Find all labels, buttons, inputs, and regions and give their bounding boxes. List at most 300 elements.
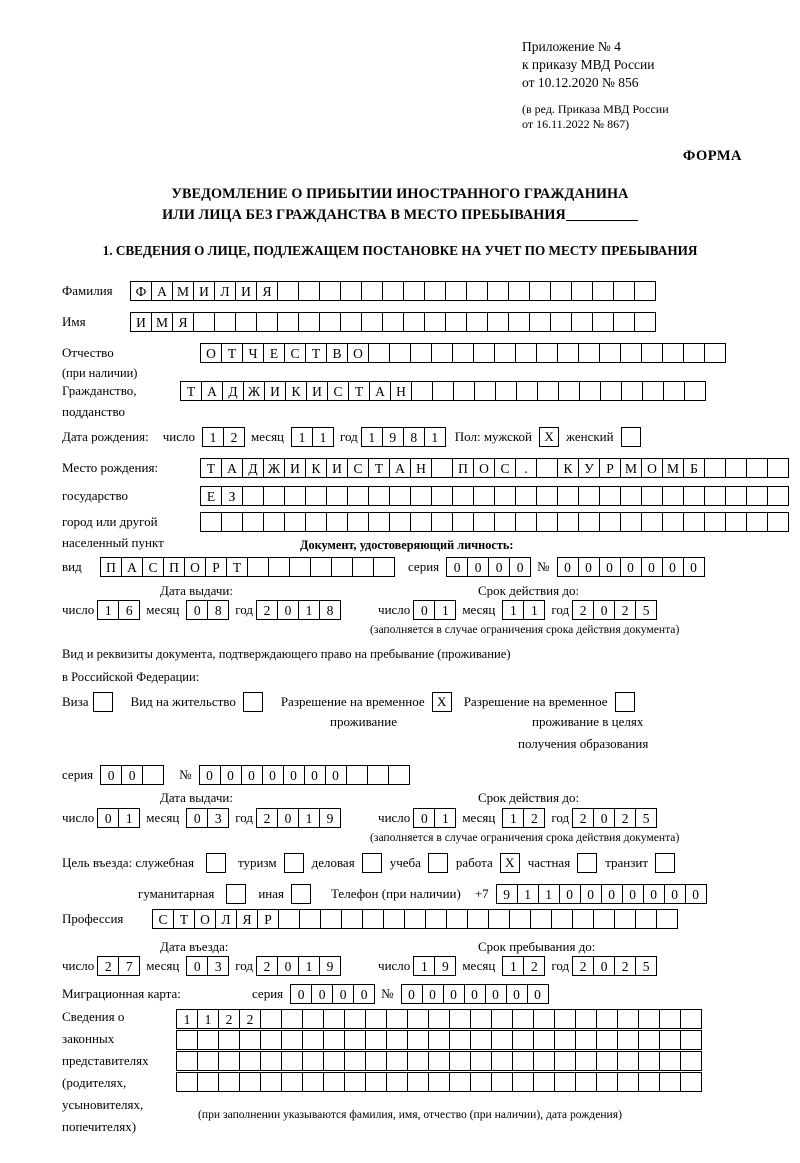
cell[interactable]	[575, 1051, 597, 1071]
cell[interactable]	[474, 381, 496, 401]
cell[interactable]	[299, 909, 321, 929]
cell[interactable]: 0	[664, 884, 686, 904]
cell[interactable]: 1	[298, 808, 320, 828]
cell[interactable]	[599, 486, 621, 506]
cell[interactable]: О	[473, 458, 495, 478]
cell[interactable]: 0	[401, 984, 423, 1004]
cell[interactable]: 2	[614, 956, 636, 976]
cell[interactable]	[641, 512, 663, 532]
cell[interactable]	[767, 486, 789, 506]
cell[interactable]: 0	[593, 956, 615, 976]
cell[interactable]	[449, 1072, 471, 1092]
cell[interactable]	[613, 312, 635, 332]
cell[interactable]	[428, 1009, 450, 1029]
cell[interactable]	[432, 381, 454, 401]
cell[interactable]	[445, 281, 467, 301]
cell[interactable]	[347, 512, 369, 532]
cell[interactable]	[683, 486, 705, 506]
stay-month-input[interactable]	[502, 956, 544, 976]
cell[interactable]	[466, 281, 488, 301]
cell[interactable]	[578, 486, 600, 506]
cell[interactable]: А	[221, 458, 243, 478]
cell[interactable]	[634, 312, 656, 332]
cell[interactable]	[302, 1072, 324, 1092]
cell[interactable]	[491, 1030, 513, 1050]
cell[interactable]: 0	[186, 600, 208, 620]
cell[interactable]	[403, 281, 425, 301]
cell[interactable]: И	[264, 381, 286, 401]
cell[interactable]: 1	[502, 600, 524, 620]
cell[interactable]	[617, 1009, 639, 1029]
phone-input[interactable]	[496, 884, 706, 904]
purpose-private-checkbox[interactable]	[577, 853, 597, 873]
cell[interactable]	[341, 909, 363, 929]
cell[interactable]: Т	[305, 343, 327, 363]
cell[interactable]	[530, 909, 552, 929]
cell[interactable]	[260, 1072, 282, 1092]
cell[interactable]	[277, 281, 299, 301]
cell[interactable]: Н	[390, 381, 412, 401]
cell[interactable]	[488, 909, 510, 929]
representatives-row-4-input[interactable]	[176, 1072, 701, 1092]
cell[interactable]: 1	[517, 884, 539, 904]
cell[interactable]	[725, 458, 747, 478]
cell[interactable]: И	[284, 458, 306, 478]
representatives-row-1-input[interactable]	[176, 1009, 701, 1029]
cell[interactable]: 0	[277, 956, 299, 976]
cell[interactable]	[340, 281, 362, 301]
cell[interactable]: 0	[593, 808, 615, 828]
cell[interactable]	[386, 1030, 408, 1050]
cell[interactable]: 1	[361, 427, 383, 447]
cell[interactable]: 1	[523, 600, 545, 620]
cell[interactable]: 0	[488, 557, 510, 577]
cell[interactable]	[289, 557, 311, 577]
cell[interactable]	[575, 1030, 597, 1050]
cell[interactable]	[410, 512, 432, 532]
cell[interactable]	[473, 486, 495, 506]
sex-male-checkbox[interactable]: X	[539, 427, 559, 447]
cell[interactable]: 0	[622, 884, 644, 904]
cell[interactable]	[388, 765, 410, 785]
cell[interactable]	[361, 281, 383, 301]
cell[interactable]: 2	[97, 956, 119, 976]
cell[interactable]	[197, 1030, 219, 1050]
cell[interactable]	[600, 381, 622, 401]
cell[interactable]	[642, 381, 664, 401]
cell[interactable]	[767, 458, 789, 478]
cell[interactable]	[260, 1009, 282, 1029]
cell[interactable]	[617, 1051, 639, 1071]
entry-month-input[interactable]	[186, 956, 228, 976]
cell[interactable]: 0	[683, 557, 705, 577]
cell[interactable]	[373, 557, 395, 577]
cell[interactable]: М	[662, 458, 684, 478]
cell[interactable]: 1	[176, 1009, 198, 1029]
cell[interactable]: 9	[496, 884, 518, 904]
cell[interactable]	[641, 486, 663, 506]
cell[interactable]	[537, 381, 559, 401]
cell[interactable]: 0	[443, 984, 465, 1004]
cell[interactable]	[617, 1072, 639, 1092]
cell[interactable]	[386, 1051, 408, 1071]
cell[interactable]: 0	[506, 984, 528, 1004]
cell[interactable]	[659, 1030, 681, 1050]
cell[interactable]: 0	[332, 984, 354, 1004]
cell[interactable]	[428, 1072, 450, 1092]
cell[interactable]	[361, 312, 383, 332]
cell[interactable]	[281, 1009, 303, 1029]
cell[interactable]	[320, 909, 342, 929]
cell[interactable]: П	[452, 458, 474, 478]
cell[interactable]	[411, 381, 433, 401]
cell[interactable]	[221, 512, 243, 532]
cell[interactable]: 0	[121, 765, 143, 785]
cell[interactable]	[242, 512, 264, 532]
cell[interactable]: С	[347, 458, 369, 478]
cell[interactable]	[277, 312, 299, 332]
cell[interactable]	[508, 281, 530, 301]
cell[interactable]	[494, 343, 516, 363]
purpose-study-checkbox[interactable]	[428, 853, 448, 873]
cell[interactable]	[596, 1030, 618, 1050]
cell[interactable]: 0	[593, 600, 615, 620]
cell[interactable]: 2	[523, 808, 545, 828]
cell[interactable]	[725, 512, 747, 532]
cell[interactable]	[386, 1009, 408, 1029]
cell[interactable]	[323, 1009, 345, 1029]
cell[interactable]: О	[184, 557, 206, 577]
sex-female-checkbox[interactable]	[621, 427, 641, 447]
cell[interactable]: 5	[635, 600, 657, 620]
cell[interactable]	[638, 1030, 660, 1050]
cell[interactable]: 2	[256, 600, 278, 620]
cell[interactable]: Т	[200, 458, 222, 478]
migration-number-input[interactable]	[401, 984, 548, 1004]
cell[interactable]: 1	[197, 1009, 219, 1029]
cell[interactable]	[284, 512, 306, 532]
cell[interactable]	[200, 512, 222, 532]
cell[interactable]: С	[142, 557, 164, 577]
cell[interactable]	[550, 312, 572, 332]
cell[interactable]	[663, 381, 685, 401]
cell[interactable]	[575, 1072, 597, 1092]
cell[interactable]	[389, 486, 411, 506]
cell[interactable]	[239, 1072, 261, 1092]
cell[interactable]	[533, 1051, 555, 1071]
cell[interactable]: 1	[434, 808, 456, 828]
cell[interactable]	[620, 486, 642, 506]
cell[interactable]: А	[201, 381, 223, 401]
cell[interactable]	[298, 312, 320, 332]
cell[interactable]	[449, 1009, 471, 1029]
cell[interactable]	[346, 765, 368, 785]
purpose-other-checkbox[interactable]	[291, 884, 311, 904]
cell[interactable]: 0	[186, 808, 208, 828]
cell[interactable]	[529, 312, 551, 332]
representatives-row-3-input[interactable]	[176, 1051, 701, 1071]
cell[interactable]	[557, 512, 579, 532]
cell[interactable]	[596, 1051, 618, 1071]
permit-temp-checkbox[interactable]: X	[432, 692, 452, 712]
cell[interactable]	[197, 1072, 219, 1092]
cell[interactable]	[365, 1009, 387, 1029]
cell[interactable]: .	[515, 458, 537, 478]
cell[interactable]	[680, 1051, 702, 1071]
cell[interactable]: 0	[277, 600, 299, 620]
cell[interactable]	[596, 1072, 618, 1092]
cell[interactable]: 3	[207, 956, 229, 976]
cell[interactable]	[662, 486, 684, 506]
permit-issue-month-input[interactable]	[186, 808, 228, 828]
cell[interactable]	[260, 1030, 282, 1050]
cell[interactable]	[536, 458, 558, 478]
cell[interactable]	[403, 312, 425, 332]
cell[interactable]: 0	[220, 765, 242, 785]
cell[interactable]	[684, 381, 706, 401]
cell[interactable]	[596, 1009, 618, 1029]
cell[interactable]	[368, 343, 390, 363]
cell[interactable]	[263, 512, 285, 532]
cell[interactable]	[617, 1030, 639, 1050]
cell[interactable]: 1	[538, 884, 560, 904]
cell[interactable]	[533, 1030, 555, 1050]
cell[interactable]	[680, 1009, 702, 1029]
cell[interactable]	[680, 1030, 702, 1050]
identity-kind-input[interactable]	[100, 557, 394, 577]
identity-issue-month-input[interactable]	[186, 600, 228, 620]
birthplace-line-2-input[interactable]	[200, 486, 788, 506]
cell[interactable]	[508, 312, 530, 332]
cell[interactable]	[407, 1030, 429, 1050]
cell[interactable]: 2	[523, 956, 545, 976]
cell[interactable]: 8	[319, 600, 341, 620]
patronymic-input[interactable]	[200, 343, 725, 363]
cell[interactable]: Я	[256, 281, 278, 301]
cell[interactable]: 1	[502, 808, 524, 828]
cell[interactable]: 0	[311, 984, 333, 1004]
cell[interactable]: 1	[118, 808, 140, 828]
cell[interactable]: 1	[291, 427, 313, 447]
cell[interactable]	[344, 1009, 366, 1029]
cell[interactable]: 2	[614, 600, 636, 620]
cell[interactable]: А	[151, 281, 173, 301]
cell[interactable]: К	[557, 458, 579, 478]
cell[interactable]: 0	[413, 600, 435, 620]
identity-valid-day-input[interactable]	[413, 600, 455, 620]
cell[interactable]	[239, 1051, 261, 1071]
cell[interactable]	[305, 486, 327, 506]
cell[interactable]: 0	[353, 984, 375, 1004]
cell[interactable]	[746, 458, 768, 478]
cell[interactable]: Л	[215, 909, 237, 929]
cell[interactable]	[247, 557, 269, 577]
cell[interactable]: К	[285, 381, 307, 401]
cell[interactable]	[260, 1051, 282, 1071]
cell[interactable]	[704, 486, 726, 506]
cell[interactable]	[424, 312, 446, 332]
cell[interactable]: А	[369, 381, 391, 401]
cell[interactable]: М	[151, 312, 173, 332]
cell[interactable]	[452, 486, 474, 506]
cell[interactable]	[281, 1051, 303, 1071]
cell[interactable]	[302, 1051, 324, 1071]
cell[interactable]	[218, 1072, 240, 1092]
cell[interactable]	[431, 458, 453, 478]
cell[interactable]	[352, 557, 374, 577]
cell[interactable]: 6	[118, 600, 140, 620]
cell[interactable]: Ф	[130, 281, 152, 301]
cell[interactable]: И	[326, 458, 348, 478]
cell[interactable]	[242, 486, 264, 506]
cell[interactable]	[638, 1072, 660, 1092]
cell[interactable]: 0	[283, 765, 305, 785]
birth-year-input[interactable]	[361, 427, 445, 447]
cell[interactable]: 5	[635, 808, 657, 828]
cell[interactable]	[638, 1009, 660, 1029]
purpose-tourism-checkbox[interactable]	[284, 853, 304, 873]
cell[interactable]	[453, 381, 475, 401]
cell[interactable]	[516, 381, 538, 401]
birthplace-line-1-input[interactable]	[200, 458, 788, 478]
cell[interactable]	[662, 512, 684, 532]
cell[interactable]: М	[172, 281, 194, 301]
permit-number-input[interactable]	[199, 765, 409, 785]
cell[interactable]	[725, 486, 747, 506]
cell[interactable]	[446, 909, 468, 929]
cell[interactable]: Т	[368, 458, 390, 478]
cell[interactable]	[302, 1009, 324, 1029]
cell[interactable]: П	[163, 557, 185, 577]
cell[interactable]	[680, 1072, 702, 1092]
cell[interactable]	[268, 557, 290, 577]
cell[interactable]	[495, 381, 517, 401]
cell[interactable]: 2	[614, 808, 636, 828]
cell[interactable]	[431, 512, 453, 532]
cell[interactable]: Я	[236, 909, 258, 929]
name-input[interactable]	[130, 312, 655, 332]
cell[interactable]	[428, 1051, 450, 1071]
cell[interactable]: С	[494, 458, 516, 478]
cell[interactable]	[634, 281, 656, 301]
cell[interactable]	[407, 1072, 429, 1092]
cell[interactable]: А	[389, 458, 411, 478]
cell[interactable]	[536, 512, 558, 532]
cell[interactable]	[536, 343, 558, 363]
cell[interactable]: Н	[410, 458, 432, 478]
cell[interactable]	[347, 486, 369, 506]
cell[interactable]	[386, 1072, 408, 1092]
cell[interactable]: Р	[257, 909, 279, 929]
cell[interactable]	[407, 1009, 429, 1029]
cell[interactable]: 0	[304, 765, 326, 785]
cell[interactable]: А	[121, 557, 143, 577]
cell[interactable]: 0	[100, 765, 122, 785]
cell[interactable]	[284, 486, 306, 506]
cell[interactable]: Д	[222, 381, 244, 401]
cell[interactable]: 0	[422, 984, 444, 1004]
cell[interactable]	[767, 512, 789, 532]
cell[interactable]	[365, 1072, 387, 1092]
permit-issue-year-input[interactable]	[256, 808, 340, 828]
cell[interactable]: У	[578, 458, 600, 478]
cell[interactable]	[704, 343, 726, 363]
cell[interactable]	[515, 486, 537, 506]
cell[interactable]	[323, 1051, 345, 1071]
cell[interactable]	[218, 1051, 240, 1071]
cell[interactable]	[550, 281, 572, 301]
cell[interactable]	[383, 909, 405, 929]
cell[interactable]	[389, 512, 411, 532]
cell[interactable]	[331, 557, 353, 577]
cell[interactable]	[558, 381, 580, 401]
permit-series-input[interactable]	[100, 765, 163, 785]
permit-valid-month-input[interactable]	[502, 808, 544, 828]
cell[interactable]: Т	[221, 343, 243, 363]
cell[interactable]: 9	[382, 427, 404, 447]
migration-series-input[interactable]	[290, 984, 374, 1004]
cell[interactable]: И	[306, 381, 328, 401]
cell[interactable]	[571, 312, 593, 332]
cell[interactable]: 2	[572, 600, 594, 620]
cell[interactable]	[638, 1051, 660, 1071]
identity-issue-day-input[interactable]	[97, 600, 139, 620]
cell[interactable]: 0	[413, 808, 435, 828]
cell[interactable]	[382, 281, 404, 301]
cell[interactable]: С	[327, 381, 349, 401]
cell[interactable]	[473, 343, 495, 363]
cell[interactable]: И	[235, 281, 257, 301]
cell[interactable]	[599, 512, 621, 532]
cell[interactable]	[466, 312, 488, 332]
surname-input[interactable]	[130, 281, 655, 301]
cell[interactable]	[239, 1030, 261, 1050]
cell[interactable]	[512, 1009, 534, 1029]
cell[interactable]	[281, 1072, 303, 1092]
cell[interactable]: О	[194, 909, 216, 929]
cell[interactable]: 0	[464, 984, 486, 1004]
cell[interactable]	[487, 312, 509, 332]
cell[interactable]	[431, 343, 453, 363]
purpose-transit-checkbox[interactable]	[655, 853, 675, 873]
permit-residence-checkbox[interactable]	[243, 692, 263, 712]
cell[interactable]	[641, 343, 663, 363]
cell[interactable]	[278, 909, 300, 929]
cell[interactable]: 2	[256, 808, 278, 828]
identity-valid-month-input[interactable]	[502, 600, 544, 620]
cell[interactable]	[425, 909, 447, 929]
cell[interactable]	[494, 512, 516, 532]
cell[interactable]	[193, 312, 215, 332]
cell[interactable]: О	[347, 343, 369, 363]
cell[interactable]: 9	[434, 956, 456, 976]
cell[interactable]	[323, 1030, 345, 1050]
cell[interactable]: М	[620, 458, 642, 478]
cell[interactable]	[554, 1051, 576, 1071]
cell[interactable]: 0	[641, 557, 663, 577]
cell[interactable]: 0	[262, 765, 284, 785]
cell[interactable]	[515, 343, 537, 363]
stay-day-input[interactable]	[413, 956, 455, 976]
cell[interactable]	[449, 1030, 471, 1050]
cell[interactable]	[592, 281, 614, 301]
cell[interactable]: О	[200, 343, 222, 363]
cell[interactable]: 2	[572, 808, 594, 828]
cell[interactable]	[470, 1009, 492, 1029]
cell[interactable]	[256, 312, 278, 332]
cell[interactable]: Р	[599, 458, 621, 478]
cell[interactable]: 0	[241, 765, 263, 785]
